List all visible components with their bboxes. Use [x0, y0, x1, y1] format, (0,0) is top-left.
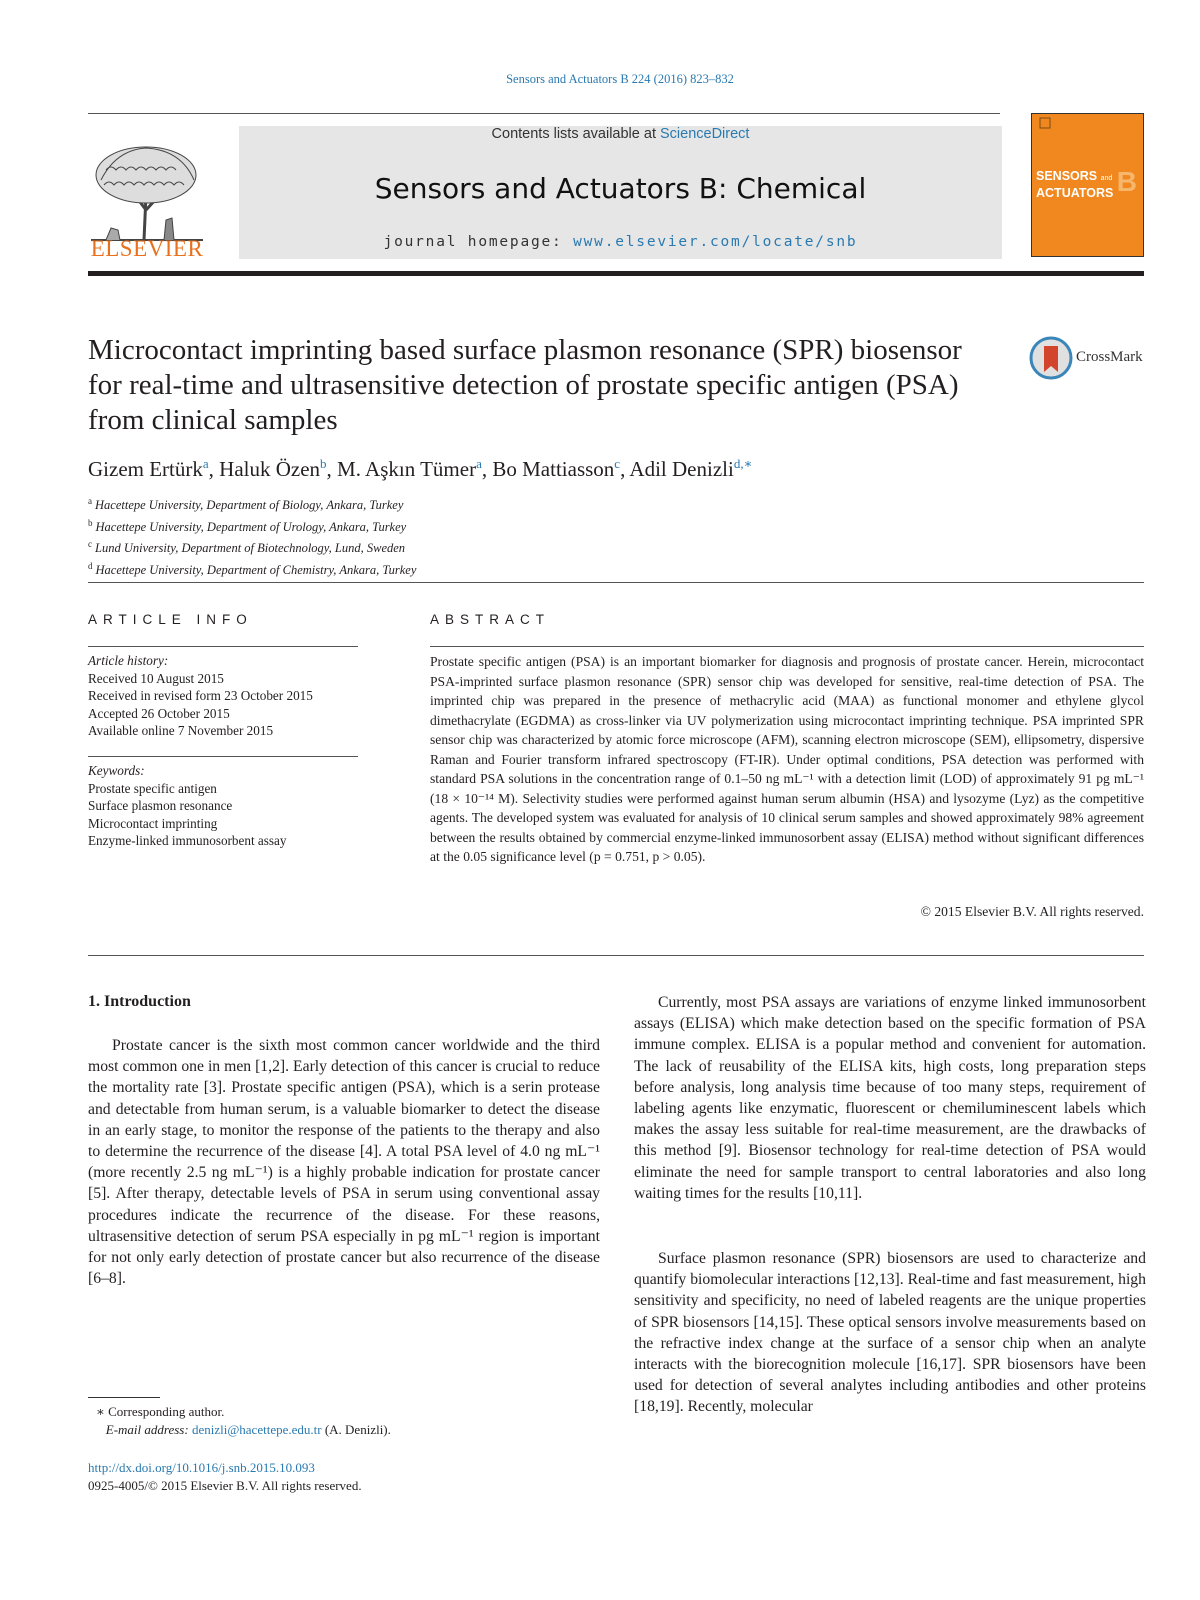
- author-name: Haluk Özen: [219, 457, 321, 481]
- history-item: Received 10 August 2015: [88, 670, 224, 686]
- affiliation-mark: c: [88, 539, 92, 550]
- corresponding-author-footnote: [96, 1403, 391, 1438]
- keywords: [88, 762, 287, 850]
- affiliation-mark: a: [88, 496, 92, 506]
- affiliation-item: [88, 515, 416, 537]
- author-name: Adil Denizli: [629, 457, 734, 481]
- header-rule: [88, 113, 1000, 114]
- history-label: Article history:: [88, 653, 169, 668]
- affiliation-mark: b: [88, 517, 93, 528]
- crossmark-icon: [1029, 336, 1073, 380]
- footnote-mark: ∗: [96, 1404, 105, 1419]
- article-info-rule: [88, 646, 358, 647]
- affiliation-text: Hacettepe University, Department of Chemistry, Ankara, Turkey: [95, 563, 417, 578]
- journal-cover-thumbnail[interactable]: [1031, 113, 1144, 257]
- corresponding-label: Corresponding author.: [108, 1404, 225, 1419]
- cover-letter: B: [1116, 166, 1137, 197]
- affiliation-text: Hacettepe University, Department of Urology, Ankara, Turkey: [95, 519, 407, 534]
- contents-prefix: Contents lists available at: [491, 126, 660, 142]
- abstract-rule: [430, 646, 1144, 647]
- body-paragraph: Prostate cancer is the sixth most common cancer worldwide and the third most common one in men [1,2]. Early detection of this cancer is crucial to reduce the mortality rate [3]. Prostate specific antigen (PSA), which is a serin protease and detectable from human serum, is a valuable biomarker to detect the disease in an early stage, to monitor the response of the patients to the therapy and also to determine the recurrence of the disease [4]. A total PSA level of 4.0 ng mL⁻¹ (more recently 2.5 ng mL⁻¹) is a highly probable indication for prostate cancer [5]. After therapy, detectable levels of PSA in serum using conventional assay procedures indicate the recurrence of the disease. For these reasons, ultrasensitive detection of serum PSA especially in pg mL⁻¹ region is important for not only early detection of prostate cancer but also recurrence of the disease [6–8].: [88, 1037, 600, 1288]
- homepage-line: [239, 234, 1002, 250]
- doi-block: [88, 1459, 362, 1494]
- keyword-item: Prostate specific antigen: [88, 780, 217, 796]
- contents-line: [239, 126, 1002, 142]
- author-email-link[interactable]: denizli@hacettepe.edu.tr: [191, 1421, 322, 1437]
- affiliation-mark: d: [88, 560, 93, 571]
- article-history: [88, 652, 313, 740]
- affiliation-item: [88, 493, 416, 515]
- author-affiliation-mark[interactable]: b: [320, 456, 327, 471]
- journal-name: Sensors and Actuators B: Chemical: [374, 172, 867, 205]
- affiliation-text: Lund University, Department of Biotechnology, Lund, Sweden: [95, 541, 406, 556]
- section-divider: [88, 955, 1144, 956]
- cover-logo-icon: [1032, 114, 1143, 164]
- keyword-item: Surface plasmon resonance: [88, 798, 233, 813]
- crossmark-label: CrossMark: [1076, 349, 1143, 365]
- author-list: Gizem Ertürk$^a$, Haluk Özen$^b$, M. Aşkın Tümer$^a$, Bo Mattiasson$^c$, Adil Denizli$^{d,∗}$: [88, 456, 753, 481]
- affiliation-text: Hacettepe University, Department of Biology, Ankara, Turkey: [95, 498, 404, 513]
- article-info-rule: [88, 756, 358, 757]
- footnote-email-line: [96, 1421, 391, 1439]
- author-affiliation-mark[interactable]: a: [202, 456, 209, 471]
- author-affiliation-mark[interactable]: d,∗: [733, 456, 753, 471]
- cover-title-line1: SENSORS: [1036, 169, 1098, 183]
- author-name: Gizem Ertürk: [88, 457, 203, 481]
- history-item: Accepted 26 October 2015: [88, 705, 230, 721]
- doi-link[interactable]: http://dx.doi.org/10.1016/j.snb.2015.10.093: [88, 1460, 315, 1475]
- history-item: Received in revised form 23 October 2015: [88, 688, 313, 703]
- body-paragraph: Surface plasmon resonance (SPR) biosensors are used to characterize and quantify biomolecular interactions [12,13]. Real-time and fast measurement, high sensitivity and specificity, no need of labeled reagents are the unique properties of SPR biosensors [14,15]. These optical sensors involve measurements based on the refractive index change at the surface of a sensor chip when an analyte interacts with the biorecognition molecule [16,17]. SPR biosensors have been used for detection of several analytes including antibodies and other proteins [18,19]. Recently, molecular: [634, 1250, 1146, 1416]
- cover-title-and: and: [1100, 175, 1113, 182]
- affiliation-item: [88, 536, 416, 558]
- abstract-text: Prostate specific antigen (PSA) is an important biomarker for diagnosis and prognosis of prostate cancer. Herein, microcontact PSA-imprinted surface plasmon resonance (SPR) sensor chip was developed for sensitive, real-time detection of PSA. The imprinted chip was prepared in the presence of methacrylic acid (MAA) as functional monomer and ethylene glycol dimethacrylate (EGDMA) as cross-linker via UV polymerization using microcontact imprinting technique. PSA imprinted SPR sensor chip was characterized by atomic force microscope (AFM), scanning electron microscope (SEM), ellipsometry, dispersive Raman and Fourier transform infrared spectroscopy (FT-IR). Under optimal conditions, PSA detection was performed with standard PSA solutions in the concentration range of 0.1–50 ng mL⁻¹ with a detection limit (LOD) of approximately 91 pg mL⁻¹ (18 × 10⁻¹⁴ M). Selectivity studies were performed against human serum albumin (HSA) and lysozyme (Lyz) as the competitive agents. The developed system was evaluated for analysis of 10 clinical serum samples and showed approximately 98% agreement between the results obtained by commercial enzyme-linked immunosorbent assay (ELISA) method without significant differences at the 0.05 significance level (p = 0.751, p > 0.05).: [430, 654, 1144, 864]
- author-affiliation-mark[interactable]: a: [476, 456, 482, 471]
- sciencedirect-link[interactable]: ScienceDirect: [660, 126, 750, 142]
- header-thick-rule: [88, 271, 1144, 276]
- cover-title: [1036, 169, 1113, 200]
- keyword-item: Microcontact imprinting: [88, 815, 218, 831]
- homepage-prefix: journal homepage:: [383, 234, 574, 250]
- elsevier-wordmark: ELSEVIER: [90, 236, 204, 261]
- cover-title-line2: ACTUATORS: [1036, 186, 1114, 200]
- footnote-rule: [88, 1397, 160, 1398]
- journal-banner: [239, 126, 1002, 259]
- body-paragraph: Currently, most PSA assays are variations of enzyme linked immunosorbent assays (ELISA) which make detection based on the specific formation of PSA immune complex. ELISA is a popular method and convenient for automation. The lack of reusability of the ELISA kits, high costs, long preparation steps before analysis, long analysis time because of too many steps, requirement of labeling agents like enzymatic, fluorescent or chemiluminescent labels which makes the assay less suitable for real-time measurement, are the drawbacks of this method [9]. Biosensor technology for real-time detection of PSA would eliminate the need for sample transport to central laboratories and also long waiting times for the results [10,11].: [634, 994, 1146, 1202]
- keywords-label: Keywords:: [88, 763, 145, 778]
- email-label: E-mail address:: [105, 1421, 189, 1437]
- crossmark-button[interactable]: [1029, 336, 1149, 380]
- author-name: M. Aşkın Tümer: [337, 457, 477, 481]
- footnote-line: [96, 1403, 391, 1421]
- abstract-heading: ABSTRACT: [430, 612, 551, 627]
- issn-line: 0925-4005/© 2015 Elsevier B.V. All rights reserved.: [88, 1477, 362, 1493]
- email-suffix: (A. Denizli).: [324, 1421, 391, 1437]
- affiliation-item: [88, 558, 416, 580]
- article-info-heading: ARTICLE INFO: [88, 612, 253, 627]
- author-affiliation-mark[interactable]: c: [614, 456, 621, 471]
- keyword-item: Enzyme-linked immunosorbent assay: [88, 833, 287, 848]
- section-divider: [88, 582, 1144, 583]
- section-heading-introduction: 1. Introduction: [88, 993, 191, 1010]
- article-title: Microcontact imprinting based surface plasmon resonance (SPR) biosensor for real-time and ultrasensitive detection of prostate specific antigen (PSA) from clinical samples: [88, 334, 962, 436]
- journal-citation[interactable]: Sensors and Actuators B 224 (2016) 823–832: [506, 72, 734, 86]
- journal-homepage-link[interactable]: www.elsevier.com/locate/snb: [573, 234, 858, 250]
- history-item: Available online 7 November 2015: [88, 723, 274, 738]
- abstract-copyright: © 2015 Elsevier B.V. All rights reserved.: [920, 904, 1144, 919]
- affiliation-list: [88, 493, 416, 580]
- author-name: Bo Mattiasson: [492, 457, 615, 481]
